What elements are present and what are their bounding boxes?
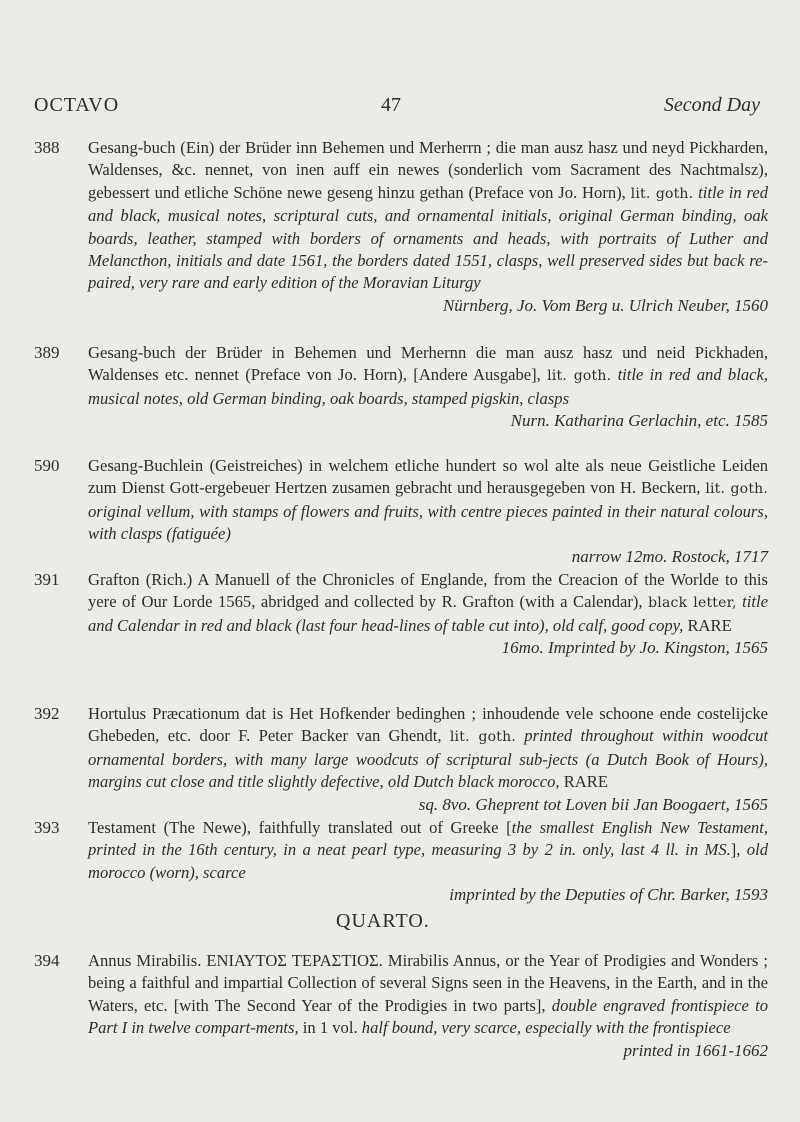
lot-number: 392 [34,704,60,723]
lot-text-segment: old morocco (worn), scarce [88,840,768,882]
lot-description [88,455,768,568]
lot-text-segment: title in red and black, musical notes, old German binding, oak boards, stamped pigskin, clasps [88,365,769,408]
lot-number: 393 [34,818,60,837]
lot-text-segment: Gesang-buch (Ein) der Brüder inn Behemen und Merherrn ; die man ausz hasz und neyd Pickharden, Waldenses, &c. nennet, von inen auff ein newes (sonderlich vom Sacrament des Nachtmalsz), gebessert und etliche Schöne newe geseng hinzu gethan (Preface von Jo. Horn), [88,138,768,202]
lot-imprint: 16mo. Imprinted by Jo. Kingston, 1565 [501,638,768,658]
lot-text-segment: lit. goth. [547,368,612,385]
header-day: Second Day [663,94,760,116]
lot-entry [34,703,768,816]
lot-text-segment: lit. goth. [449,729,516,746]
lot-entry [34,342,768,433]
lot-entry [34,569,768,660]
lot-description [88,137,768,317]
lot-description [88,703,768,816]
lot-entry [34,455,768,568]
lot-text-segment: the smallest English New Testament, printed in the 16th century, in a neat pearl type, measuring 3 by 2 in. only, last 4 ll. in MS. [88,818,768,860]
lot-description [88,817,768,907]
lot-text-segment: half bound, very scarce, especially with the frontispiece [361,1018,731,1038]
lot-text-segment: original vellum, with stamps of flowers and fruits, with centre pieces painted in their natural colours, with clasps (fatiguée) [88,501,768,544]
lot-number: 590 [34,456,60,475]
lot-text-segment: RARE [687,615,732,635]
lot-text-segment: title in red and black, musical notes, scriptural cuts, and ornamental initials, original German binding, oak boards, leather, stamped with borders of ornaments and heads, with portraits of Luther and Melancthon, initials and date 1561, the borders dated 1551, clasps, well preserved sides but back re-paired, very rare and early edition of the Moravian Liturgy [88,182,769,293]
lot-description [88,569,768,660]
lot-number: 391 [34,570,60,589]
lot-imprint: narrow 12mo. Rostock, 1717 [571,546,768,566]
lot-text-segment: Annus Mirabilis. ΕΝΙΑΥΤΟΣ ΤΕΡΑΣΤΙΟΣ. Mirabilis Annus, or the Year of Prodigies and Wonders ; being a faithful and impartial Collection of several Signs seen in the Heavens, in the Earth, and in the Waters, etc. [with The Second Year of the Prodigies in two parts], [88,951,768,1015]
lot-text-segment: Gesang-buch der Brüder in Behemen und Merhernn die man ausz hasz und neid Pickhaden, Waldenses etc. nennet (Preface von Jo. Horn), [Andere Ausgabe], [88,343,768,385]
lot-entry [34,817,768,907]
lot-text-segment: Hortulus Præcationum dat is Het Hofkender bedinghen ; inhoudende vele schoone ende costelijcke Ghebeden, etc. door F. Peter Backer van Ghendt, [88,704,768,746]
lot-text-segment: Gesang-Buchlein (Geistreiches) in welchem etliche hundert so wol alte als neue Geistliche Leiden zum Dienst Gott-ergebeuer Hertzen zusamen gebracht und herausgegeben von H. Beckern, [88,456,768,498]
lot-description [88,342,768,433]
lot-imprint: imprinted by the Deputies of Chr. Barker, 1593 [449,885,768,905]
lot-imprint: printed in 1661-1662 [623,1040,768,1060]
lot-imprint: Nürnberg, Jo. Vom Berg u. Ulrich Neuber, 1560 [442,295,768,315]
lot-text-segment: RARE [563,772,608,792]
section-heading: QUARTO. [336,910,430,932]
lot-text-segment: printed throughout within woodcut ornamental borders, with many large woodcuts of scriptural sub-jects (a Dutch Book of Hours), margins cut close and title slightly defective, old Dutch black morocco, [88,726,768,792]
lot-text-segment: Grafton (Rich.) A Manuell of the Chronicles of Englande, from the Creacion of the Worlde to this yere of Our Lorde 1565, abridged and collected by R. Grafton (with a Calendar), [88,570,768,612]
lot-entry [34,950,768,1062]
lot-text-segment: in 1 vol. [298,1018,362,1038]
lot-number: 394 [34,951,60,970]
lot-text-segment: double engraved frontispiece to Part I in twelve compart-ments, [88,995,768,1038]
lot-text-segment: title and Calendar in red and black (last four head-lines of table cut into), old calf, good copy, [88,592,768,635]
lot-number: 389 [34,343,60,362]
header-format: OCTAVO [34,94,120,116]
lot-text-segment: black letter, [648,595,737,612]
lot-imprint: Nurn. Katharina Gerlachin, etc. 1585 [510,411,768,431]
lot-text-segment: lit. goth. [705,481,769,498]
lot-text-segment: Testament (The Newe), faithfully translated out of Greeke [ [88,818,512,837]
lot-description [88,950,768,1062]
lot-number: 388 [34,138,60,157]
lot-imprint: sq. 8vo. Gheprent tot Loven bii Jan Boogaert, 1565 [418,794,768,814]
page-number: 47 [381,94,401,116]
lot-text-segment: lit. goth. [630,185,694,202]
lot-text-segment: ], [730,840,747,860]
lot-entry [34,137,768,317]
page-header [34,94,760,120]
